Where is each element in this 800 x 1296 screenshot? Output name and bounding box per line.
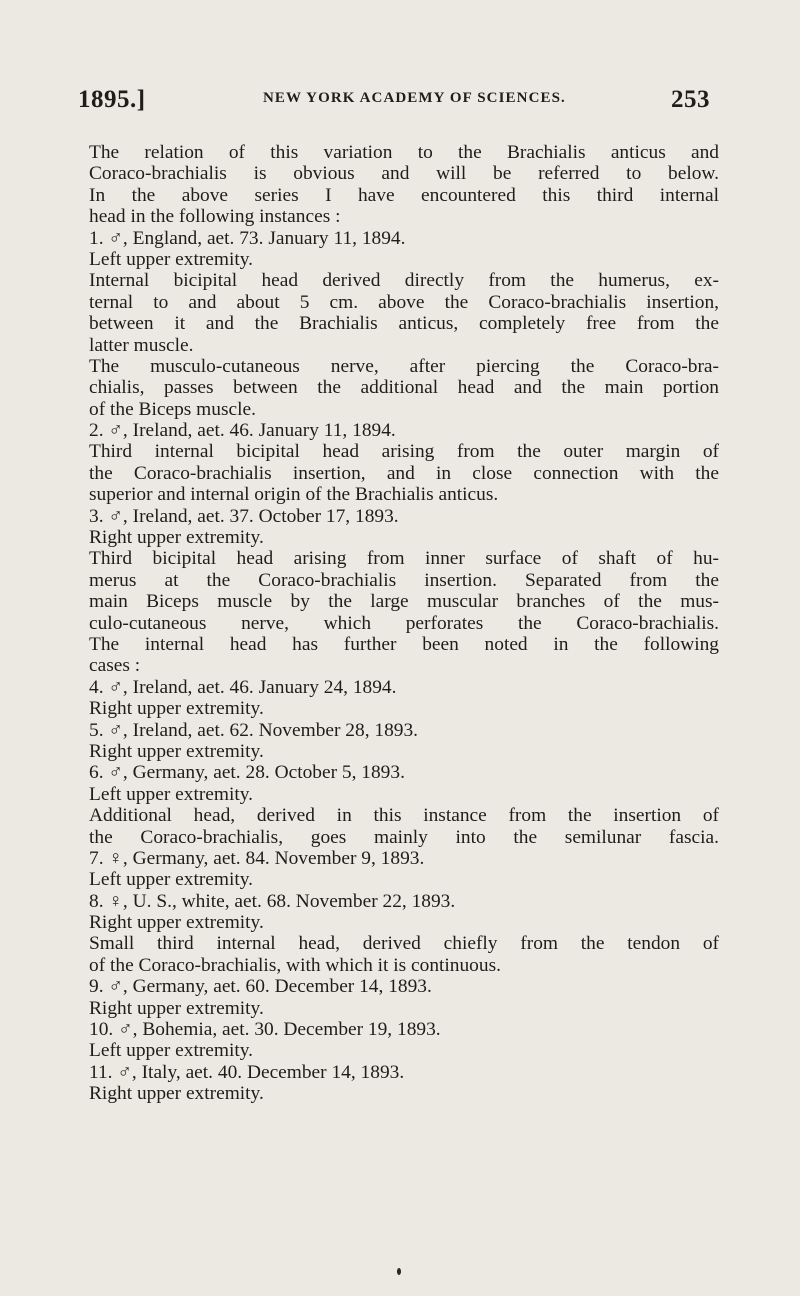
text-line: latter muscle. (89, 334, 194, 356)
text-line: Left upper extremity. (89, 869, 254, 891)
text-line: 9. ♂, Germany, aet. 60. December 14, 1893. (89, 976, 432, 998)
text-line: Left upper extremity. (89, 248, 254, 270)
text-line: of the Coraco-brachialis, with which it is continuous. (89, 954, 501, 976)
text-line: Left upper extremity. (89, 1040, 254, 1062)
text-line: 6. ♂, Germany, aet. 28. October 5, 1893. (89, 762, 405, 784)
text-line: the Coraco-brachialis, goes mainly into the semilunar fascia. (89, 826, 719, 848)
header-year: 1895.] (78, 86, 146, 113)
text-line: of the Biceps muscle. (89, 398, 256, 420)
text-line: 7. ♀, Germany, aet. 84. November 9, 1893. (89, 847, 425, 869)
body-text (89, 142, 719, 1105)
text-line: 2. ♂, Ireland, aet. 46. January 11, 1894. (89, 420, 396, 442)
text-line: Left upper extremity. (89, 783, 254, 805)
text-line: chialis, passes between the additional head and the main portion (89, 377, 719, 399)
text-line: 4. ♂, Ireland, aet. 46. January 24, 1894. (89, 676, 397, 698)
text-line: In the above series I have encountered this third internal (89, 184, 719, 206)
text-line: Right upper extremity. (89, 740, 264, 762)
text-line: Right upper extremity. (89, 912, 264, 934)
text-line: superior and internal origin of the Brachialis anticus. (89, 484, 499, 506)
text-line: Small third internal head, derived chiefly from the tendon of (89, 933, 719, 955)
text-line: main Biceps muscle by the large muscular branches of the mus- (89, 591, 719, 613)
text-line: Coraco-brachialis is obvious and will be referred to below. (89, 163, 719, 185)
print-speck (397, 1268, 401, 1275)
text-line: 1. ♂, England, aet. 73. January 11, 1894. (89, 227, 406, 249)
page-header (78, 82, 710, 118)
text-line: Right upper extremity. (89, 527, 264, 549)
text-line: culo-cutaneous nerve, which perforates the Coraco-brachialis. (89, 612, 719, 634)
text-line: between it and the Brachialis anticus, completely free from the (89, 313, 719, 335)
text-line: Right upper extremity. (89, 698, 264, 720)
page-number: 253 (671, 86, 710, 113)
text-line: ternal to and about 5 cm. above the Coraco-brachialis insertion, (89, 291, 719, 313)
text-line: Internal bicipital head derived directly from the humerus, ex- (89, 270, 719, 292)
text-line: 11. ♂, Italy, aet. 40. December 14, 1893. (89, 1061, 405, 1083)
text-line: Third internal bicipital head arising from the outer margin of (89, 441, 719, 463)
text-line: 3. ♂, Ireland, aet. 37. October 17, 1893. (89, 505, 399, 527)
text-line: head in the following instances : (89, 206, 341, 228)
text-line: The relation of this variation to the Brachialis anticus and (89, 142, 719, 163)
text-line: Additional head, derived in this instance from the insertion of (89, 805, 719, 827)
text-line: 8. ♀, U. S., white, aet. 68. November 22, 1893. (89, 890, 456, 912)
text-line: The internal head has further been noted in the following (89, 633, 719, 655)
text-line: Third bicipital head arising from inner surface of shaft of hu- (89, 548, 719, 570)
text-line: the Coraco-brachialis insertion, and in close connection with the (89, 462, 719, 484)
text-line: Right upper extremity. (89, 1083, 264, 1105)
text-line: Right upper extremity. (89, 997, 264, 1019)
text-line: 10. ♂, Bohemia, aet. 30. December 19, 1893. (89, 1019, 441, 1041)
text-line: cases : (89, 655, 141, 677)
text-line: The musculo-cutaneous nerve, after piercing the Coraco-bra- (89, 355, 719, 377)
text-line: merus at the Coraco-brachialis insertion. Separated from the (89, 569, 719, 591)
running-title: NEW YORK ACADEMY OF SCIENCES. (263, 90, 566, 106)
text-line: 5. ♂, Ireland, aet. 62. November 28, 1893. (89, 719, 419, 741)
